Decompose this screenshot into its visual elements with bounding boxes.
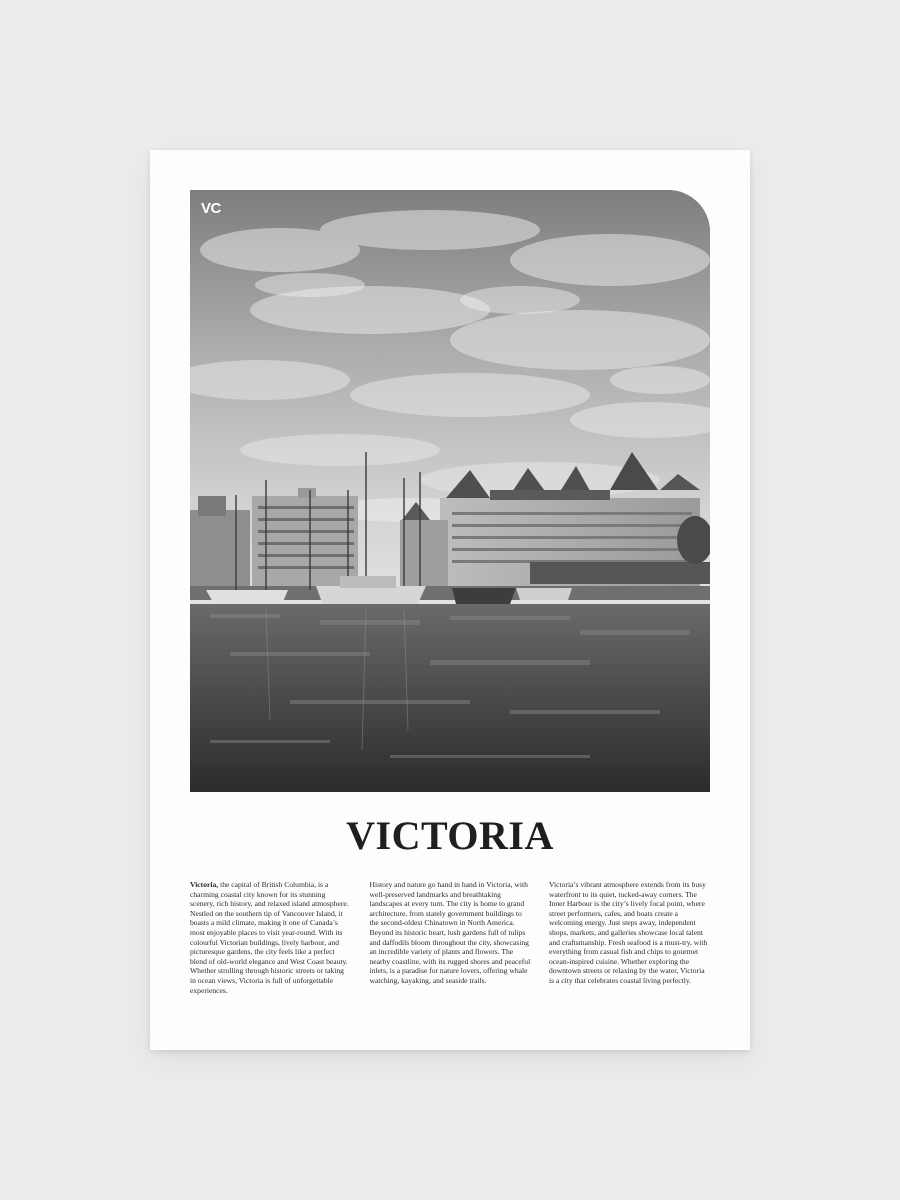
text-column-1 — [190, 880, 351, 995]
harbour-photo-image — [190, 190, 710, 792]
text-columns — [190, 880, 710, 995]
text-column-3 — [549, 880, 710, 995]
poster-title: VICTORIA — [346, 813, 554, 858]
column-text: History and nature go hand in hand in Victoria, with well-preserved landmarks and breathtaking landscapes at every turn. The city is home to grand architecture, from stately government buildings to the second-oldest Chinatown in North America. Beyond its historic heart, lush gardens full of tulips and daffodils bloom throughout the city, showcasing an incredible variety of plants and flowers. The nearby coastline, with its rugged shores and peaceful inlets, is a paradise for nature lovers, offering whale watching, kayaking, and seaside trails. — [369, 880, 531, 985]
vc-logo: VC — [201, 200, 221, 217]
harbour-photo — [190, 190, 710, 792]
poster — [150, 150, 750, 1050]
column-text: Victoria’s vibrant atmosphere extends from its busy waterfront to its quiet, tucked-away corners. The Inner Harbour is the city’s lively focal point, where street performers, cafes, and boats create a welcoming energy. Just steps away, independent shops, markets, and galleries showcase local talent and craftsmanship. Fresh seafood is a must-try, with everything from casual fish and chips to gourmet ocean-inspired cuisine. Whether exploring the downtown streets or relaxing by the water, Victoria is a city that celebrates coastal living perfectly. — [549, 880, 708, 985]
column-lead: Victoria, — [190, 880, 219, 889]
column-text: the capital of British Columbia, is a charming coastal city known for its stunning scenery, rich history, and relaxed island atmosphere. Nestled on the southern tip of Vancouver Island, it boasts a mild climate, making it one of Canada’s most enjoyable places to visit year-round. With its colourful Victorian buildings, lively harbour, and picturesque gardens, the city feels like a perfect blend of old-world elegance and West Coast beauty. Whether strolling through historic streets or taking in ocean views, Victoria is full of unforgettable experiences. — [190, 880, 349, 995]
text-column-2 — [370, 880, 531, 995]
